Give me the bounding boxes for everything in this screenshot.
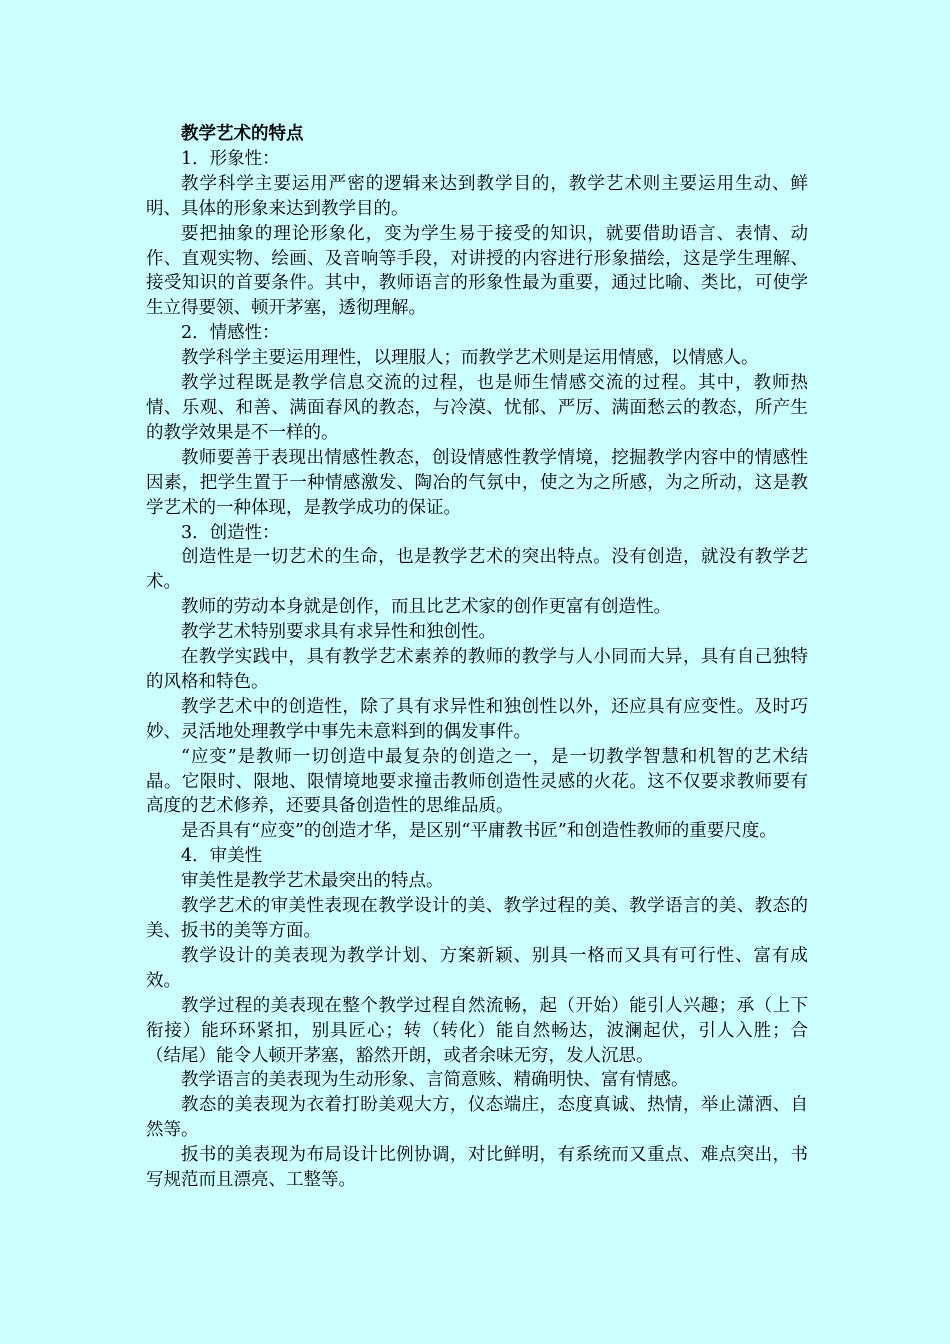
- paragraph: “应变”是教师一切创造中最复杂的创造之一，是一切教学智慧和机智的艺术结晶。它限时、限地、限情境地要求撞击教师创造性灵感的火花。这不仅要求教师要有高度的艺术修养，还要具备创造性的思维品质。: [146, 746, 808, 817]
- document-body: [146, 122, 808, 1193]
- paragraph: 教学过程的美表现在整个教学过程自然流畅，起（开始）能引人兴趣；承（上下衔接）能环环紧扣，别具匠心；转（转化）能自然畅达，波澜起伏，引人入胜；合（结尾）能令人顿开茅塞，豁然开朗，或者余味无穷，发人沉思。: [146, 995, 808, 1066]
- paragraph: 2．情感性：: [181, 323, 280, 344]
- paragraph: 教学过程既是教学信息交流的过程，也是师生情感交流的过程。其中，教师热情、乐观、和善、满面春风的教态，与冷漠、忧郁、严厉、满面愁云的教态，所产生的教学效果是不一样的。: [146, 373, 808, 443]
- paragraph: 3．创造性：: [181, 522, 280, 543]
- paragraph: 扳书的美表现为布局设计比例协调，对比鲜明，有系统而又重点、难点突出，书写规范而且漂亮、工整等。: [146, 1145, 808, 1191]
- paragraph: 教学语言的美表现为生动形象、言简意赅、精确明快、富有情感。: [181, 1070, 689, 1091]
- paragraph: 教学艺术的审美性表现在教学设计的美、教学过程的美、教学语言的美、教态的美、扳书的美等方面。: [146, 896, 808, 941]
- paragraph: 教学设计的美表现为教学计划、方案新颖、别具一格而又具有可行性、富有成效。: [146, 945, 808, 991]
- paragraph: 1．形象性：: [181, 148, 280, 169]
- paragraph: 教学科学主要运用严密的逻辑来达到教学目的，教学艺术则主要运用生动、鲜明、具体的形象来达到教学目的。: [146, 173, 808, 219]
- paragraph: 4．审美性: [181, 846, 263, 867]
- paragraph: 在教学实践中，具有教学艺术素养的教师的教学与人小同而大异，具有自己独特的风格和特色。: [146, 647, 808, 692]
- paragraph: 教态的美表现为衣着打盼美观大方，仪态端庄，态度真诚、热情，举止潇洒、自然等。: [146, 1095, 808, 1141]
- paragraph: 教学艺术中的创造性，除了具有求异性和独创性以外，还应具有应变性。及时巧妙、灵活地处理教学中事先未意料到的偶发事件。: [146, 696, 808, 742]
- document-title: 教学艺术的特点: [181, 124, 304, 144]
- paragraph: 是否具有“应变”的创造才华，是区别“平庸教书匠”和创造性教师的重要尺度。: [181, 821, 777, 842]
- paragraph: 教学艺术特别要求具有求异性和独创性。: [181, 622, 496, 643]
- paragraph: 创造性是一切艺术的生命，也是教学艺术的突出特点。没有创造，就没有教学艺术。: [146, 547, 808, 593]
- paragraph: 教学科学主要运用理性，以理服人；而教学艺术则是运用情感，以情感人。: [181, 348, 759, 369]
- paragraph: 审美性是教学艺术最突出的特点。: [181, 871, 444, 892]
- paragraph: 教师要善于表现出情感性教态，创设情感性教学情境，挖掘教学内容中的情感性因素，把学生置于一种情感激发、陶冶的气氛中，使之为之所感，为之所动，这是教学艺术的一种体现，是教学成功的保证。: [146, 447, 808, 518]
- paragraph: 教师的劳动本身就是创作，而且比艺术家的创作更富有创造性。: [181, 597, 671, 618]
- paragraph: 要把抽象的理论形象化，变为学生易于接受的知识，就要借助语言、表情、动作、直观实物、绘画、及音响等手段，对讲授的内容进行形象描绘，这是学生理解、接受知识的首要条件。其中，教师语言的形象性最为重要，通过比喻、类比，可使学生立得要领、顿开茅塞，透彻理解。: [146, 223, 808, 319]
